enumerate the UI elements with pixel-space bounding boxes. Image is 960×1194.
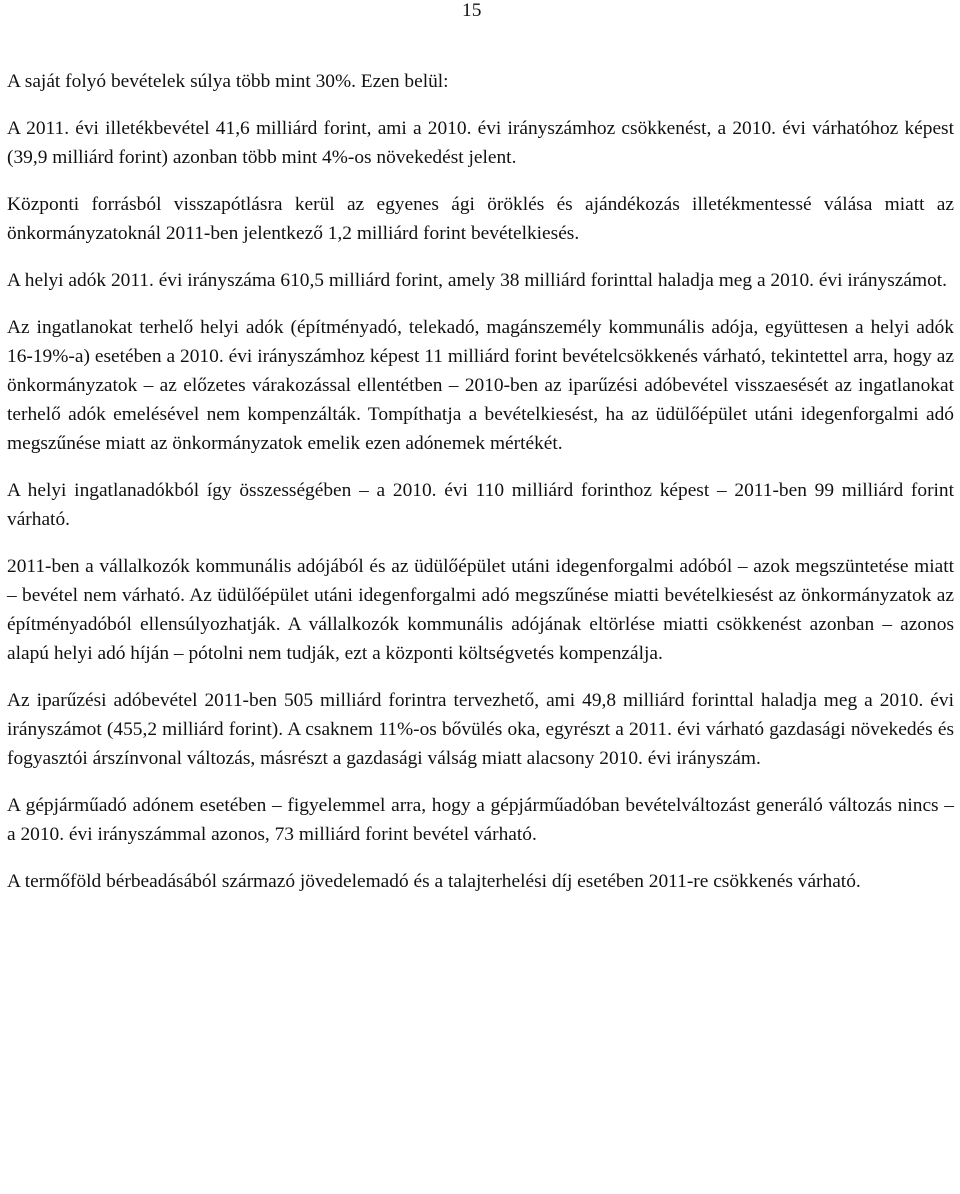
page-number: 15: [462, 0, 482, 21]
paragraph-property-taxes: Az ingatlanokat terhelő helyi adók (építményadó, telekadó, magánszemély kommunális adója, együttesen a helyi adók 16-19%-a) esetében a 2010. évi irányszámhoz képest 11 milliárd forint bevételcsökkenés várható, tekintettel arra, hogy az önkormányzatok – az előzetes várakozással ellentétben – 2010-ben az iparűzési adóbevétel visszaesését az ingatlanokat terhelő adók emelésével nem kompenzálták. Tompíthatja a bevételkiesést, ha az üdülőépület utáni idegenforgalmi adó megszűnése miatt az önkormányzatok emelik ezen adónemek mértékét.: [7, 317, 954, 454]
paragraph-local-taxes: A helyi adók 2011. évi irányszáma 610,5 milliárd forint, amely 38 milliárd forinttal haladja meg a 2010. évi irányszámot.: [7, 270, 948, 291]
paragraph-duty-revenue: A 2011. évi illetékbevétel 41,6 milliárd forint, ami a 2010. évi irányszámhoz csökkenést, a 2010. évi várhatóhoz képest (39,9 milliárd forint) azonban több mint 4%-os növekedést jelent.: [7, 118, 954, 168]
paragraph-abolished-taxes: 2011-ben a vállalkozók kommunális adójából és az üdülőépület utáni idegenforgalmi adóból – azok megszüntetése miatt – bevétel nem várható. Az üdülőépület utáni idegenforgalmi adó megszűnése miatti bevételkiesést az önkormányzatok az építményadóból ellensúlyozhatják. A vállalkozók kommunális adójának eltörlése miatti csökkenést azonban – azonos alapú helyi adó híján – pótolni nem tudják, ezt a központi költségvetés kompenzálja.: [7, 556, 954, 664]
paragraph-vehicle-tax: A gépjárműadó adónem esetében – figyelemmel arra, hogy a gépjárműadóban bevételváltozást generáló változás nincs – a 2010. évi irányszámmal azonos, 73 milliárd forint bevétel várható.: [7, 795, 954, 845]
document-body: [7, 67, 954, 914]
paragraph-central-compensation: Központi forrásból visszapótlásra kerül az egyenes ági öröklés és ajándékozás illetékmentessé válása miatt az önkormányzatoknál 2011-ben jelentkező 1,2 milliárd forint bevételkiesés.: [7, 194, 954, 244]
paragraph-property-tax-total: A helyi ingatlanadókból így összességében – a 2010. évi 110 milliárd forinthoz képest – 2011-ben 99 milliárd forint várható.: [7, 480, 954, 530]
paragraph-own-revenue-intro: A saját folyó bevételek súlya több mint 30%. Ezen belül:: [7, 71, 449, 92]
paragraph-land-lease-tax: A termőföld bérbeadásából származó jövedelemadó és a talajterhelési díj esetében 2011-re csökkenés várható.: [7, 871, 861, 892]
paragraph-business-tax: Az iparűzési adóbevétel 2011-ben 505 milliárd forintra tervezhető, ami 49,8 milliárd forinttal haladja meg a 2010. évi irányszámot (455,2 milliárd forint). A csaknem 11%-os bővülés oka, egyrészt a 2011. évi várható gazdasági növekedés és fogyasztói árszínvonal változás, másrészt a gazdasági válság miatt alacsony 2010. évi irányszám.: [7, 690, 954, 769]
